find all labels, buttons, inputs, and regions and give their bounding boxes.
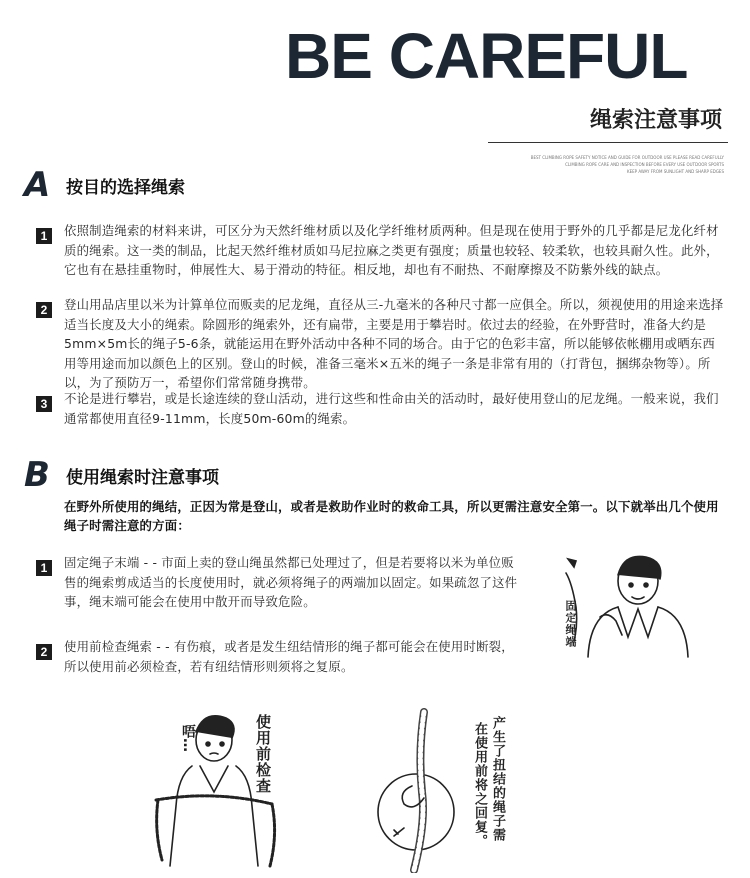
kinked-rope-illustration [368, 708, 468, 873]
kink-caption-line-1: 产生了扭结的绳子需 [490, 716, 505, 842]
section-a-title: 按目的选择绳索 [66, 177, 185, 198]
section-b-paragraph-1: 固定绳子末端 - - 市面上卖的登山绳虽然都已处理过了，但是若要将以米为单位贩售的绳索剪成适当的长度使用时，就必须将绳子的两端加以固定。如果疏忽了这件事，绳末端可能会在使用中散开而导致危险。 [64, 555, 518, 609]
section-b-paragraph-2: 使用前检查绳索 - - 有伤痕，或者是发生纽结情形的绳子都可能会在使用时断裂，所以使用前必须检查，若有纽结情形则须将之复原。 [64, 639, 514, 674]
item-number-badge: 2 [36, 302, 52, 318]
item-number-badge: 1 [36, 228, 52, 244]
section-a-paragraph-3: 不论是进行攀岩，或是长途连续的登山活动，进行这些和性命由关的活动时，最好使用登山的尼龙绳。一般来说，我们通常都使用直径9-11mm，长度50m-60m的绳索。 [64, 391, 719, 426]
fine-print-line: BEST CLIMBING ROPE SAFETY NOTICE AND GUIDE FOR OUTDOOR USE PLEASE READ CAREFULLY [530, 155, 724, 160]
section-a-letter: A [24, 165, 51, 205]
section-b-intro: 在野外所使用的绳结，正因为常是登山，或者是救助作业时的救命工具，所以更需注意安全第一。以下就举出几个使用绳子时需注意的方面： [64, 499, 719, 533]
title-divider [488, 142, 728, 143]
section-b-letter: B [24, 455, 50, 495]
section-a-header [24, 165, 185, 205]
inspect-exclamation: 唔… [180, 724, 196, 752]
item-number-badge: 2 [36, 644, 52, 660]
kink-caption-line-2: 在使用前将之回复。 [472, 722, 487, 848]
section-b-title: 使用绳索时注意事项 [66, 467, 219, 488]
man-fixing-rope-illustration [560, 545, 740, 675]
item-number-badge: 3 [36, 396, 52, 412]
item-number-badge: 1 [36, 560, 52, 576]
inspect-rope-caption: 使用前检查 [254, 714, 272, 794]
section-a-paragraph-2: 登山用品店里以米为计算单位而贩卖的尼龙绳，直径从三-九毫米的各种尺寸都一应俱全。所以，须视使用的用途来选择适当长度及大小的绳索。除圆形的绳索外，还有扁带，主要是用于攀岩时。依过去的经验，在外野营时，准备大约是5mm×5m长的绳子5-6条，就能运用在野外活动中各种不同的场合。由于它的色彩丰富，所以能够依帐棚用或晒东西用等用途而加以颜色上的区别。登山的时候，准备三毫米×五米的绳子一条是非常有用的（打背包，捆绑杂物等）。所以，为了预防万一，希望你们常常随身携带。 [64, 297, 724, 390]
fix-rope-caption: 固定绳端 [564, 600, 577, 648]
banner-title: BE CAREFUL [285, 20, 688, 92]
fine-print-line: CLIMBING ROPE CARE AND INSPECTION BEFORE EVERY USE OUTDOOR SPORTS [565, 162, 724, 167]
page-subtitle: 绳索注意事项 [589, 108, 722, 133]
section-b-header [24, 455, 219, 495]
fine-print-line: KEEP AWAY FROM SUNLIGHT AND SHARP EDGES [627, 169, 724, 174]
section-a-paragraph-1: 依照制造绳索的材料来讲，可区分为天然纤维材质以及化学纤维材质两种。但是现在使用于野外的几乎都是尼龙化纤材质的绳索。这一类的制品，比起天然纤维材质如马尼拉麻之类更有强度；质量也较轻、较柔软，也较具耐久性。此外，它也有在悬挂重物时，伸展性大、易于滑动的特征。相反地，却也有不耐热、不耐摩擦及不防紫外线的缺点。 [64, 223, 719, 277]
